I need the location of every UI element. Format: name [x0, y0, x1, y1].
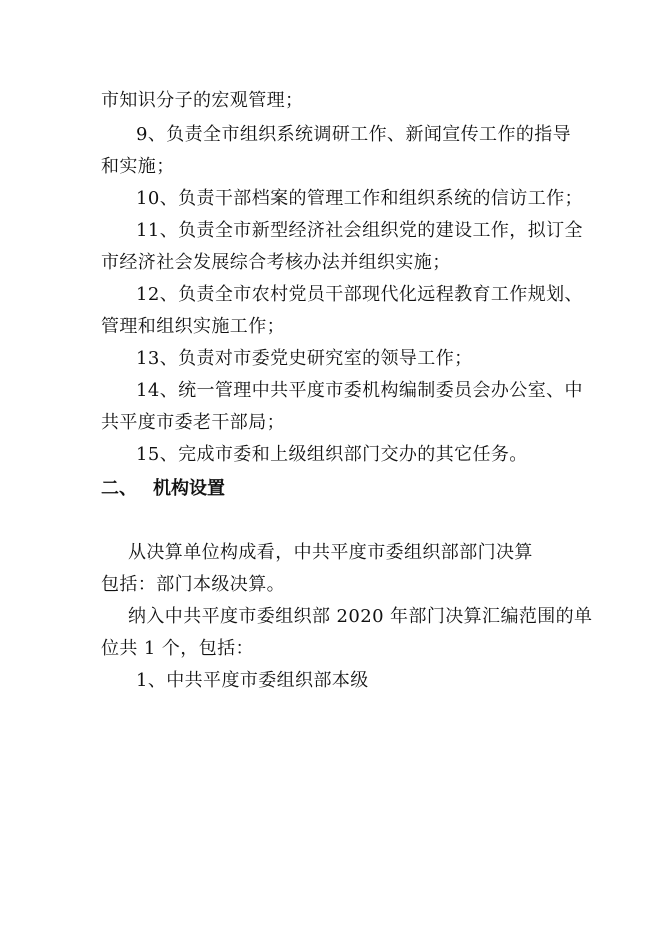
- list-item-14: 14、统一管理中共平度市委机构编制委员会办公室、中: [136, 380, 583, 401]
- text-line: 市经济社会发展综合考核办法并组织实施；: [101, 252, 451, 273]
- text-line: 和实施；: [101, 156, 175, 177]
- section-number: 二、: [101, 478, 137, 499]
- list-item-unit-1: 1、中共平度市委组织部本级: [136, 670, 369, 691]
- text-line: 市知识分子的宏观管理；: [101, 90, 304, 111]
- list-item-11: 11、负责全市新型经济社会组织党的建设工作，拟订全: [136, 220, 583, 241]
- section-heading: [101, 477, 225, 501]
- text-line: 管理和组织实施工作；: [101, 316, 285, 337]
- paragraph-line: 包括：部门本级决算。: [101, 574, 285, 595]
- paragraph-line: 从决算单位构成看，中共平度市委组织部部门决算: [128, 542, 533, 563]
- text-line: 共平度市委老干部局；: [101, 412, 285, 433]
- list-item-13: 13、负责对市委党史研究室的领导工作；: [136, 348, 473, 369]
- list-item-12: 12、负责全市农村党员干部现代化远程教育工作规划、: [136, 284, 583, 305]
- list-item-15: 15、完成市委和上级组织部门交办的其它任务。: [136, 444, 528, 465]
- list-item-10: 10、负责干部档案的管理工作和组织系统的信访工作；: [136, 188, 583, 209]
- section-title: 机构设置: [153, 478, 225, 499]
- list-item-9: 9、负责全市组织系统调研工作、新闻宣传工作的指导: [136, 124, 572, 145]
- paragraph-line: 位共 1 个，包括：: [101, 638, 254, 659]
- paragraph-line: 纳入中共平度市委组织部 2020 年部门决算汇编范围的单: [128, 606, 593, 627]
